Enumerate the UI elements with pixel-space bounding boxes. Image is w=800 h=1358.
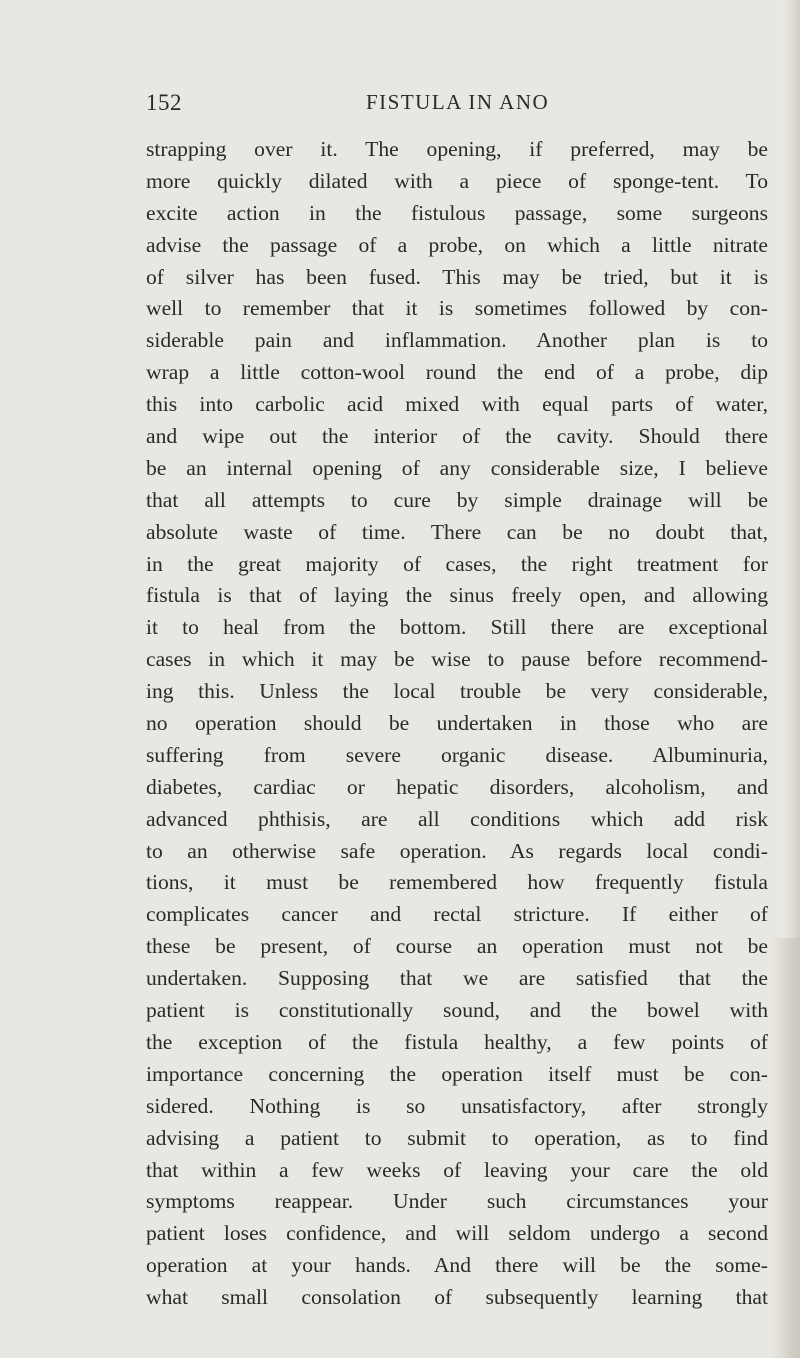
text-line: to an otherwise safe operation. As regards local condi- — [146, 838, 768, 863]
text-line: the exception of the fistula healthy, a few points of — [146, 1029, 768, 1054]
text-line: sidered. Nothing is so unsatisfactory, after strongly — [146, 1093, 768, 1118]
text-line: these be present, of course an operation must not be — [146, 934, 768, 959]
text-line: importance concerning the operation itself must be con- — [146, 1061, 768, 1086]
page-header — [146, 90, 766, 126]
text-line: that all attempts to cure by simple drainage will be — [146, 487, 768, 512]
text-line: strapping over it. The opening, if preferred, may be — [146, 137, 768, 161]
text-line: what small consolation of subsequently learning that — [146, 1285, 768, 1310]
text-line: it to heal from the bottom. Still there are exceptional — [146, 615, 768, 640]
text-line: symptoms reappear. Under such circumstances your — [146, 1189, 768, 1214]
text-line: complicates cancer and rectal stricture. If either of — [146, 902, 768, 927]
text-line: patient loses confidence, and will seldom undergo a second — [146, 1221, 768, 1246]
text-line: in the great majority of cases, the right treatment for — [146, 551, 768, 576]
text-line: absolute waste of time. There can be no doubt that, — [146, 519, 768, 544]
text-line: no operation should be undertaken in those who are — [146, 711, 768, 736]
page-number: 152 — [146, 90, 182, 115]
text-line: well to remember that it is sometimes followed by con- — [146, 296, 768, 321]
text-line: be an internal opening of any considerable size, I believe — [146, 455, 768, 480]
text-line: advising a patient to submit to operation, as to find — [146, 1125, 768, 1150]
text-line: fistula is that of laying the sinus freely open, and allowing — [146, 583, 768, 608]
text-line: patient is constitutionally sound, and the bowel with — [146, 998, 768, 1023]
text-line: undertaken. Supposing that we are satisfied that the — [146, 966, 768, 991]
text-line: of silver has been fused. This may be tried, but it is — [146, 264, 768, 289]
text-line: advise the passage of a probe, on which a little nitrate — [146, 232, 768, 257]
text-line: ing this. Unless the local trouble be very considerable, — [146, 679, 768, 704]
text-line: siderable pain and inflammation. Another plan is to — [146, 328, 768, 353]
text-line: and wipe out the interior of the cavity. Should there — [146, 424, 768, 449]
text-line: diabetes, cardiac or hepatic disorders, alcoholism, and — [146, 774, 768, 799]
body-text — [146, 134, 768, 1314]
text-line: this into carbolic acid mixed with equal parts of water, — [146, 392, 768, 417]
text-line: cases in which it may be wise to pause before recommend- — [146, 647, 768, 672]
text-line: that within a few weeks of leaving your care the old — [146, 1157, 768, 1182]
text-line: excite action in the fistulous passage, some surgeons — [146, 200, 768, 225]
text-line: advanced phthisis, are all conditions which add risk — [146, 806, 768, 831]
text-line: tions, it must be remembered how frequently fistula — [146, 870, 768, 895]
page-corner-shadow — [772, 938, 800, 1358]
running-title: FISTULA IN ANO — [366, 90, 550, 114]
text-line: suffering from severe organic disease. Albuminuria, — [146, 742, 768, 767]
text-line: wrap a little cotton-wool round the end of a probe, dip — [146, 360, 768, 385]
text-line: operation at your hands. And there will be the some- — [146, 1253, 768, 1278]
text-line: more quickly dilated with a piece of sponge-tent. To — [146, 168, 768, 193]
